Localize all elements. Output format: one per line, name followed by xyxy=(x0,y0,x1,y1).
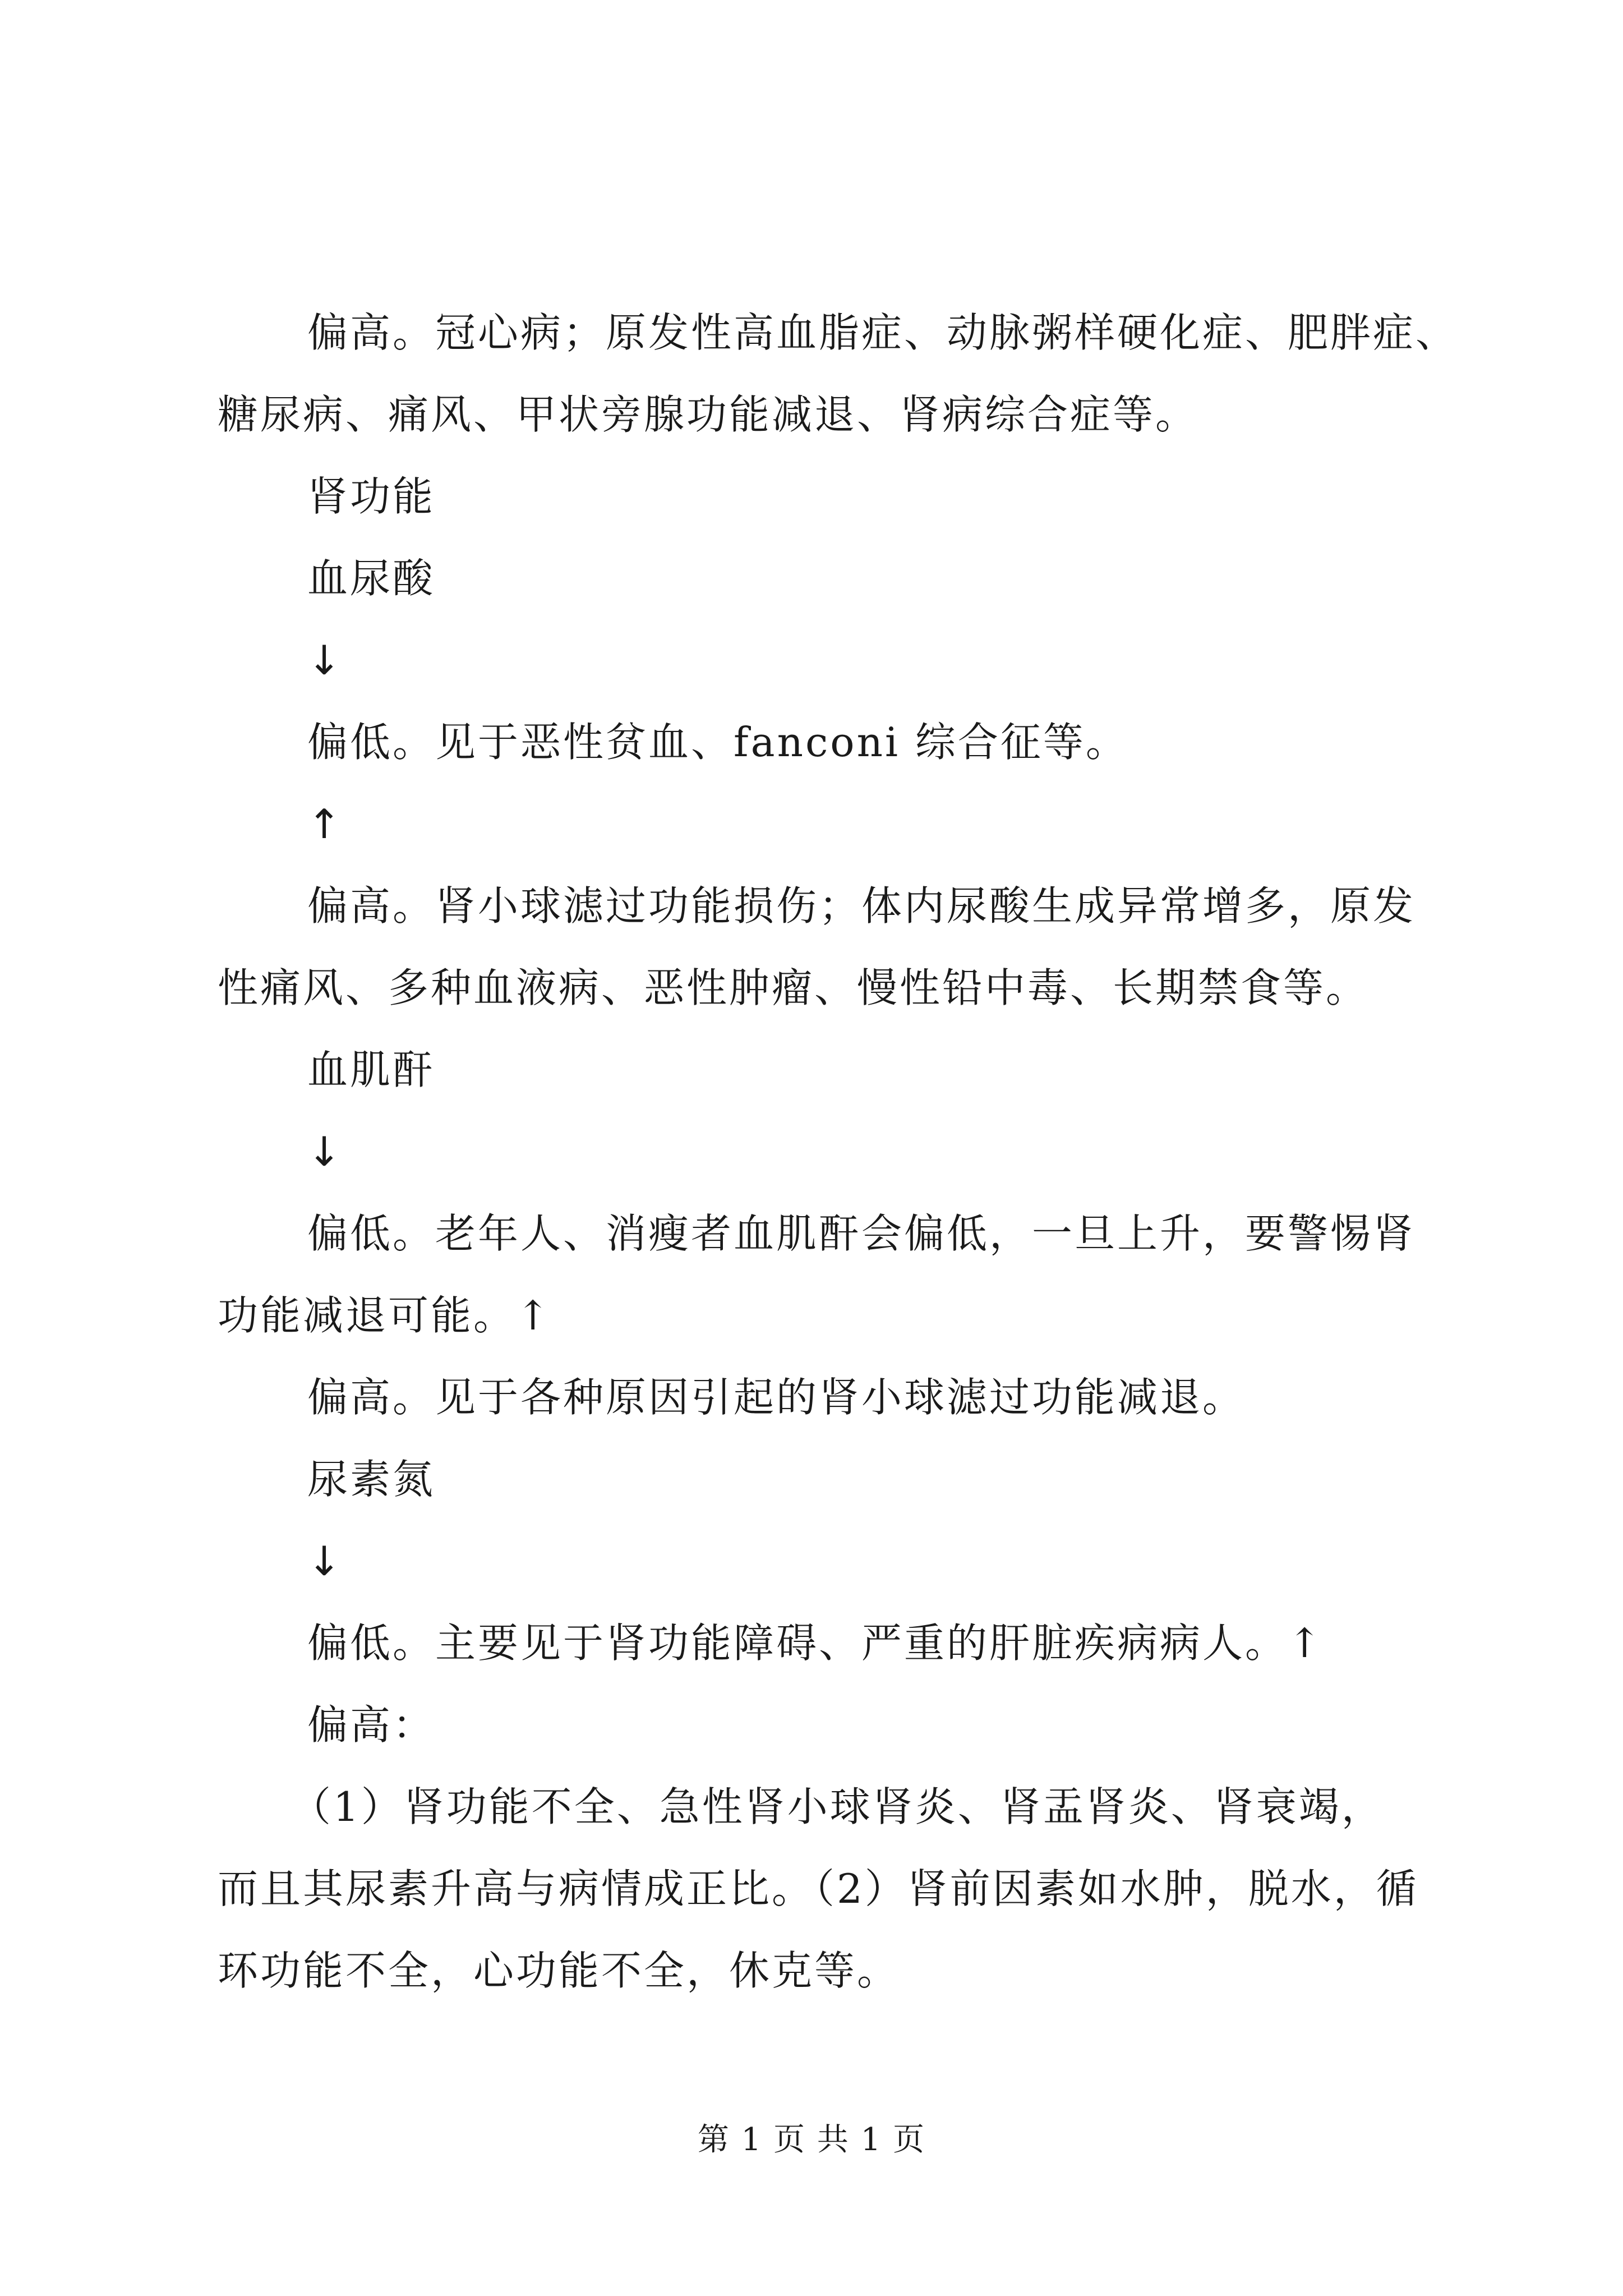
up-arrow-icon: ↑ xyxy=(307,800,344,848)
document-body xyxy=(218,292,1474,2012)
paragraph-line: 偏高。见于各种原因引起的肾小球滤过功能减退。 xyxy=(307,1374,1246,1421)
paragraph-line: （1）肾功能不全、急性肾小球肾炎、肾盂肾炎、肾衰竭， xyxy=(291,1783,1384,1830)
paragraph-line: 偏低。见于恶性贫血、fanconi 综合征等。 xyxy=(307,719,1128,766)
paragraph-line: 偏低。老年人、消瘦者血肌酐会偏低，一旦上升，要警惕肾 xyxy=(307,1210,1416,1257)
down-arrow-icon: ↓ xyxy=(307,637,344,684)
paragraph-line: 偏高。冠心病；原发性高血脂症、动脉粥样硬化症、肥胖症、 xyxy=(307,309,1459,356)
item-heading-uric-acid: 血尿酸 xyxy=(307,555,436,602)
paragraph-line: 偏高。肾小球滤过功能损伤；体内尿酸生成异常增多，原发 xyxy=(307,882,1416,930)
paragraph-line: 糖尿病、痛风、甲状旁腺功能减退、肾病综合症等。 xyxy=(218,391,1198,438)
item-heading-creatinine: 血肌酐 xyxy=(307,1046,436,1093)
paragraph-line: 环功能不全，心功能不全，休克等。 xyxy=(218,1947,900,1994)
down-arrow-icon: ↓ xyxy=(307,1128,344,1175)
paragraph-line: 功能减退可能。↑ xyxy=(218,1292,552,1339)
paragraph-line: 性痛风、多种血液病、恶性肿瘤、慢性铅中毒、长期禁食等。 xyxy=(218,964,1369,1011)
paragraph-line: 偏低。主要见于肾功能障碍、严重的肝脏疾病病人。↑ xyxy=(307,1619,1324,1667)
paragraph-line: 而且其尿素升高与病情成正比。（2）肾前因素如水肿，脱水，循 xyxy=(218,1865,1419,1912)
section-heading-kidney-function: 肾功能 xyxy=(307,473,436,520)
page-footer: 第 1 页 共 1 页 xyxy=(697,2122,926,2158)
paragraph-line: 偏高： xyxy=(307,1701,436,1749)
item-heading-urea-nitrogen: 尿素氮 xyxy=(307,1456,436,1503)
down-arrow-icon: ↓ xyxy=(307,1538,344,1585)
